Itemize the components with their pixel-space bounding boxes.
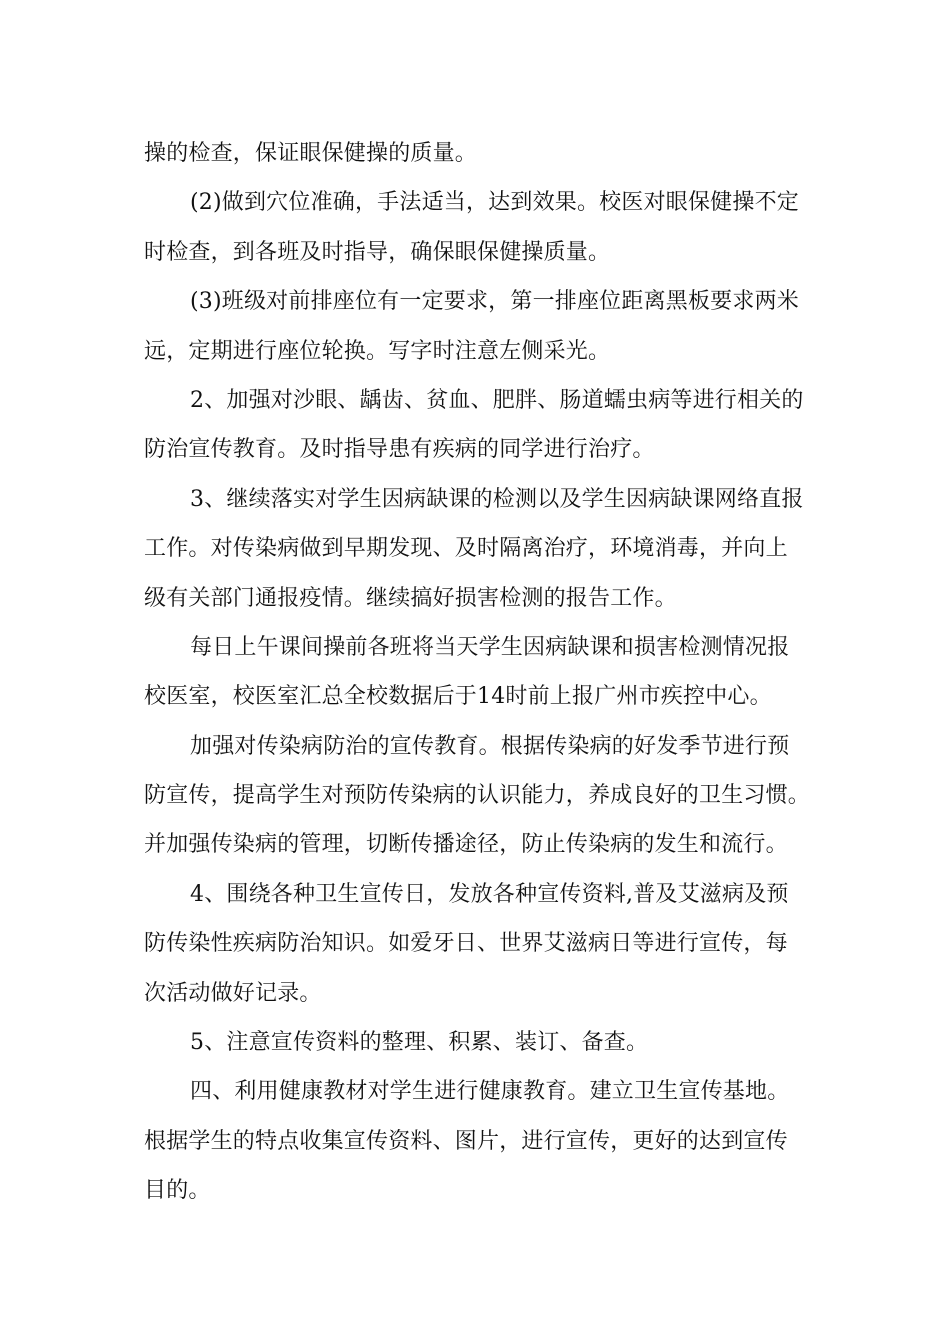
text-line: 根据学生的特点收集宣传资料、图片，进行宣传，更好的达到宣传	[144, 1128, 788, 1154]
text-line: (3)班级对前排座位有一定要求，第一排座位距离黑板要求两米	[190, 289, 799, 315]
text-line: 远，定期进行座位轮换。写字时注意左侧采光。	[144, 338, 611, 364]
text-line: 防宣传，提高学生对预防传染病的认识能力，养成良好的卫生习惯。	[144, 783, 811, 809]
document-body	[144, 129, 820, 1216]
text-line: 次活动做好记录。	[144, 980, 322, 1006]
text-line: 加强对传染病防治的宣传教育。根据传染病的好发季节进行预	[190, 733, 790, 759]
text-line: 2、加强对沙眼、龋齿、贫血、肥胖、肠道蠕虫病等进行相关的	[190, 387, 804, 413]
text-line: 并加强传染病的管理，切断传播途径，防止传染病的发生和流行。	[144, 832, 788, 858]
text-line: 工作。对传染病做到早期发现、及时隔离治疗，环境消毒，并向上	[144, 536, 788, 562]
text-line: 校医室，校医室汇总全校数据后于14时前上报广州市疾控中心。	[144, 684, 772, 710]
text-line: 3、继续落实对学生因病缺课的检测以及学生因病缺课网络直报	[190, 486, 804, 512]
text-line: 四、利用健康教材对学生进行健康教育。建立卫生宣传基地。	[190, 1079, 790, 1105]
text-line: 防传染性疾病防治知识。如爱牙日、世界艾滋病日等进行宣传，每	[144, 931, 788, 957]
text-line: 5、注意宣传资料的整理、积累、装订、备查。	[190, 1030, 649, 1056]
text-line: 防治宣传教育。及时指导患有疾病的同学进行治疗。	[144, 437, 655, 463]
text-line: 目的。	[144, 1178, 211, 1204]
text-line: 操的检查，保证眼保健操的质量。	[144, 141, 478, 166]
text-line: 4、围绕各种卫生宣传日，发放各种宣传资料,普及艾滋病及预	[190, 881, 789, 907]
text-line: 级有关部门通报疫情。继续搞好损害检测的报告工作。	[144, 585, 677, 611]
text-line: 时检查，到各班及时指导，确保眼保健操质量。	[144, 239, 611, 265]
text-line: (2)做到穴位准确，手法适当，达到效果。校医对眼保健操不定	[190, 190, 799, 216]
text-line: 每日上午课间操前各班将当天学生因病缺课和损害检测情况报	[190, 634, 790, 660]
